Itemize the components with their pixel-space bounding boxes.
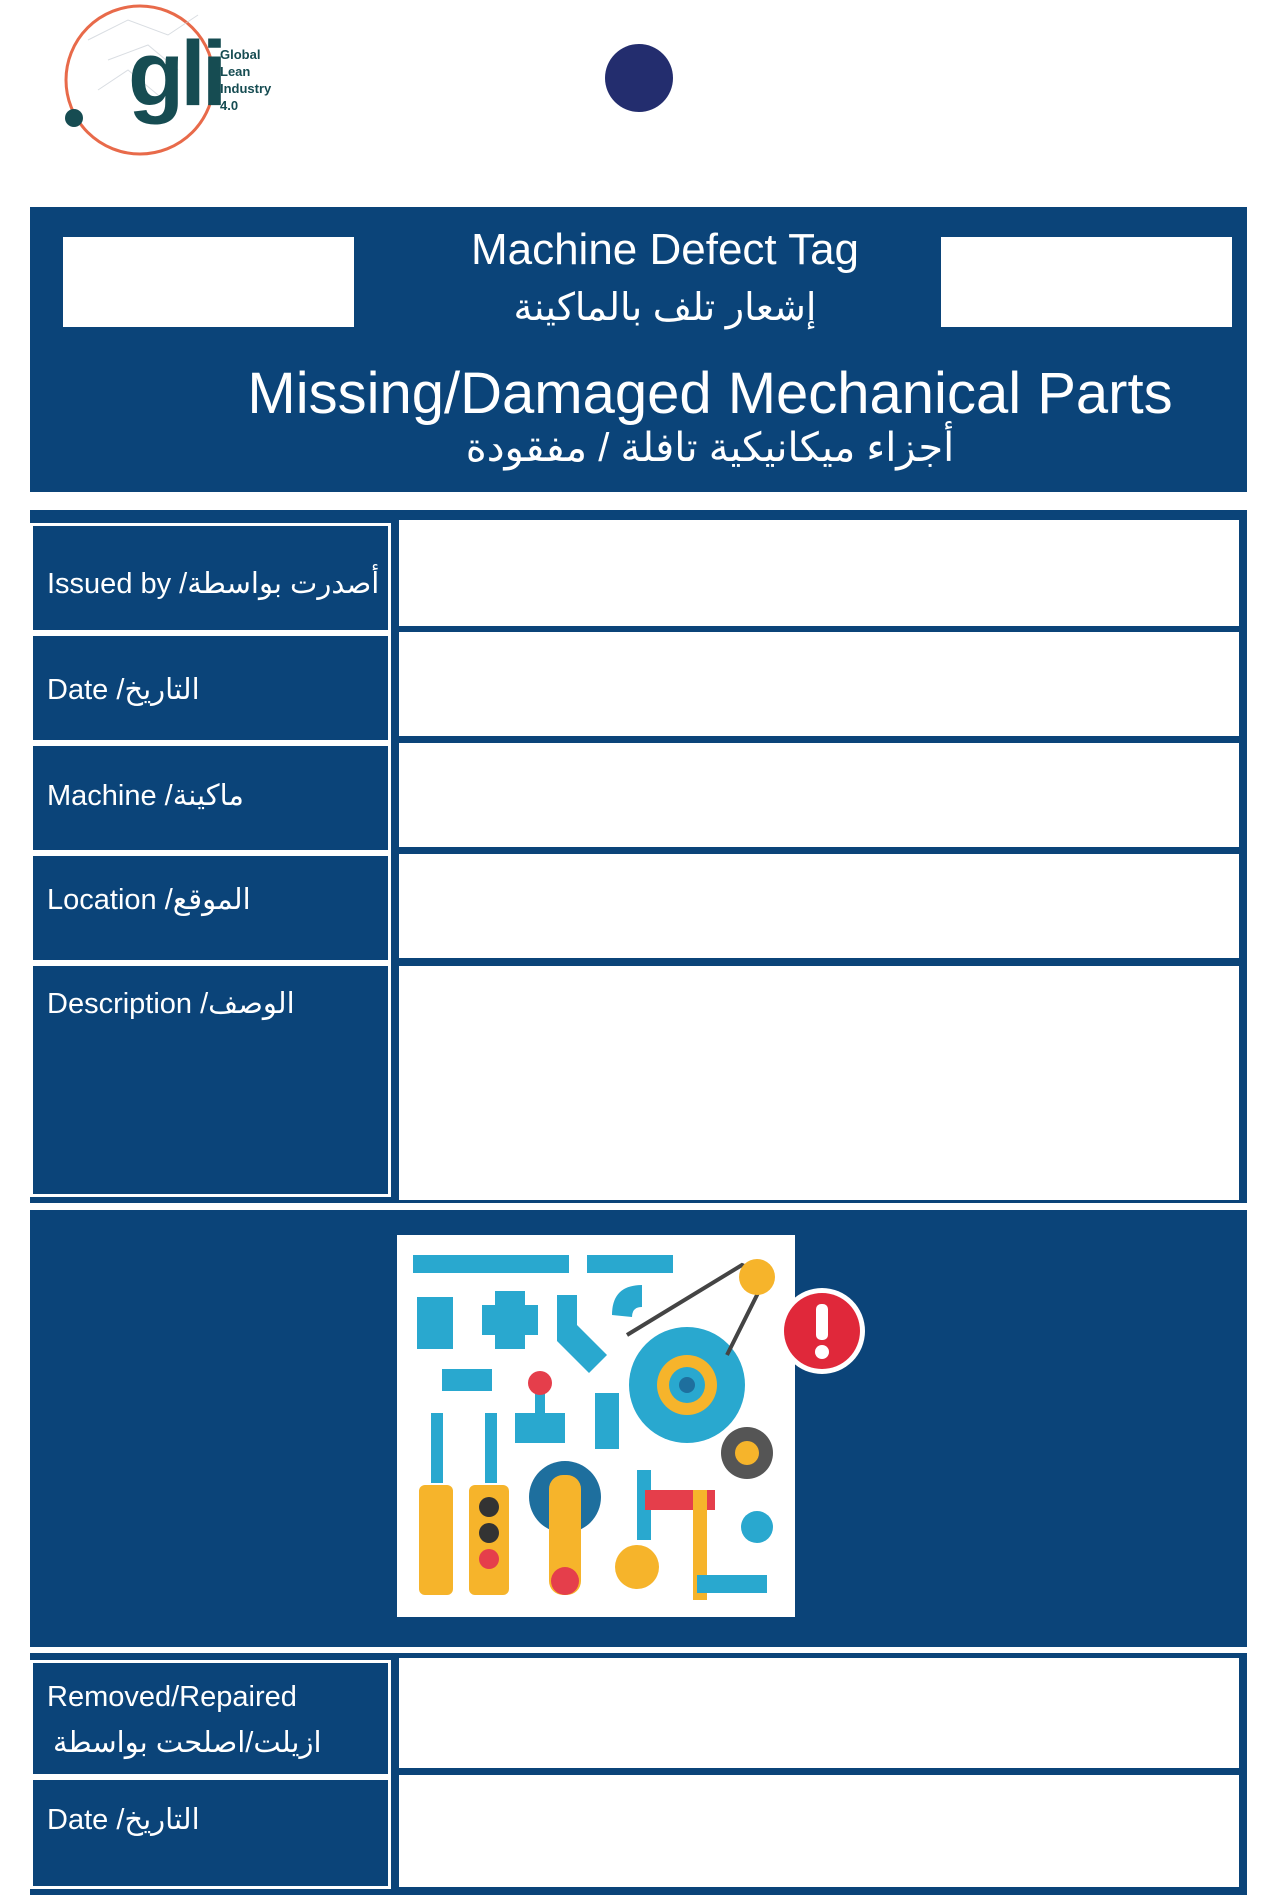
date-label: Date /التاريخ bbox=[47, 674, 200, 706]
repair-date-field[interactable] bbox=[399, 1775, 1239, 1887]
repair-date-label-cell bbox=[30, 1777, 391, 1889]
removed-repaired-field[interactable] bbox=[399, 1658, 1239, 1768]
issued-by-field[interactable] bbox=[399, 520, 1239, 626]
exclamation-warning-icon bbox=[777, 1286, 867, 1376]
location-field[interactable] bbox=[399, 854, 1239, 958]
description-label: Description /الوصف bbox=[47, 988, 295, 1020]
mechanical-parts-illustration bbox=[397, 1235, 795, 1617]
date-label-cell bbox=[30, 633, 391, 743]
tag-subtitle-arabic: أجزاء ميكانيكية تافلة / مفقودة bbox=[465, 426, 955, 470]
logo-wordmark: gli bbox=[128, 23, 224, 125]
removed-repaired-label: Removed/Repaired bbox=[47, 1681, 297, 1713]
header-blank-box-left bbox=[63, 237, 354, 327]
punch-hole-dot bbox=[605, 44, 673, 112]
machine-label: Machine /ماكينة bbox=[47, 780, 244, 812]
logo-line-3: Industry bbox=[220, 81, 272, 96]
tag-title: Machine Defect Tag bbox=[470, 225, 860, 274]
tag-subtitle: Missing/Damaged Mechanical Parts bbox=[247, 361, 1173, 426]
location-label-cell bbox=[30, 853, 391, 963]
machine-field[interactable] bbox=[399, 743, 1239, 847]
logo-line-4: 4.0 bbox=[220, 98, 239, 113]
date-field[interactable] bbox=[399, 632, 1239, 736]
description-field[interactable] bbox=[399, 966, 1239, 1200]
issued-by-label-cell bbox=[30, 523, 391, 633]
logo-line-1: Global bbox=[220, 47, 261, 62]
repair-date-label: Date /التاريخ bbox=[47, 1804, 200, 1836]
removed-repaired-label-arabic: ازيلت/اصلحت بواسطة bbox=[53, 1727, 322, 1759]
location-label: Location /الموقع bbox=[47, 884, 251, 916]
logo-subtitle bbox=[220, 46, 271, 114]
logo-line-2: Lean bbox=[220, 64, 251, 79]
description-label-cell bbox=[30, 963, 391, 1197]
tag-title-arabic: إشعار تلف بالماكينة bbox=[513, 287, 817, 329]
issued-by-label: Issued by /أصدرت بواسطة bbox=[47, 568, 380, 600]
machine-label-cell bbox=[30, 743, 391, 853]
header-blank-box-right bbox=[941, 237, 1232, 327]
removed-label-cell bbox=[30, 1660, 391, 1777]
